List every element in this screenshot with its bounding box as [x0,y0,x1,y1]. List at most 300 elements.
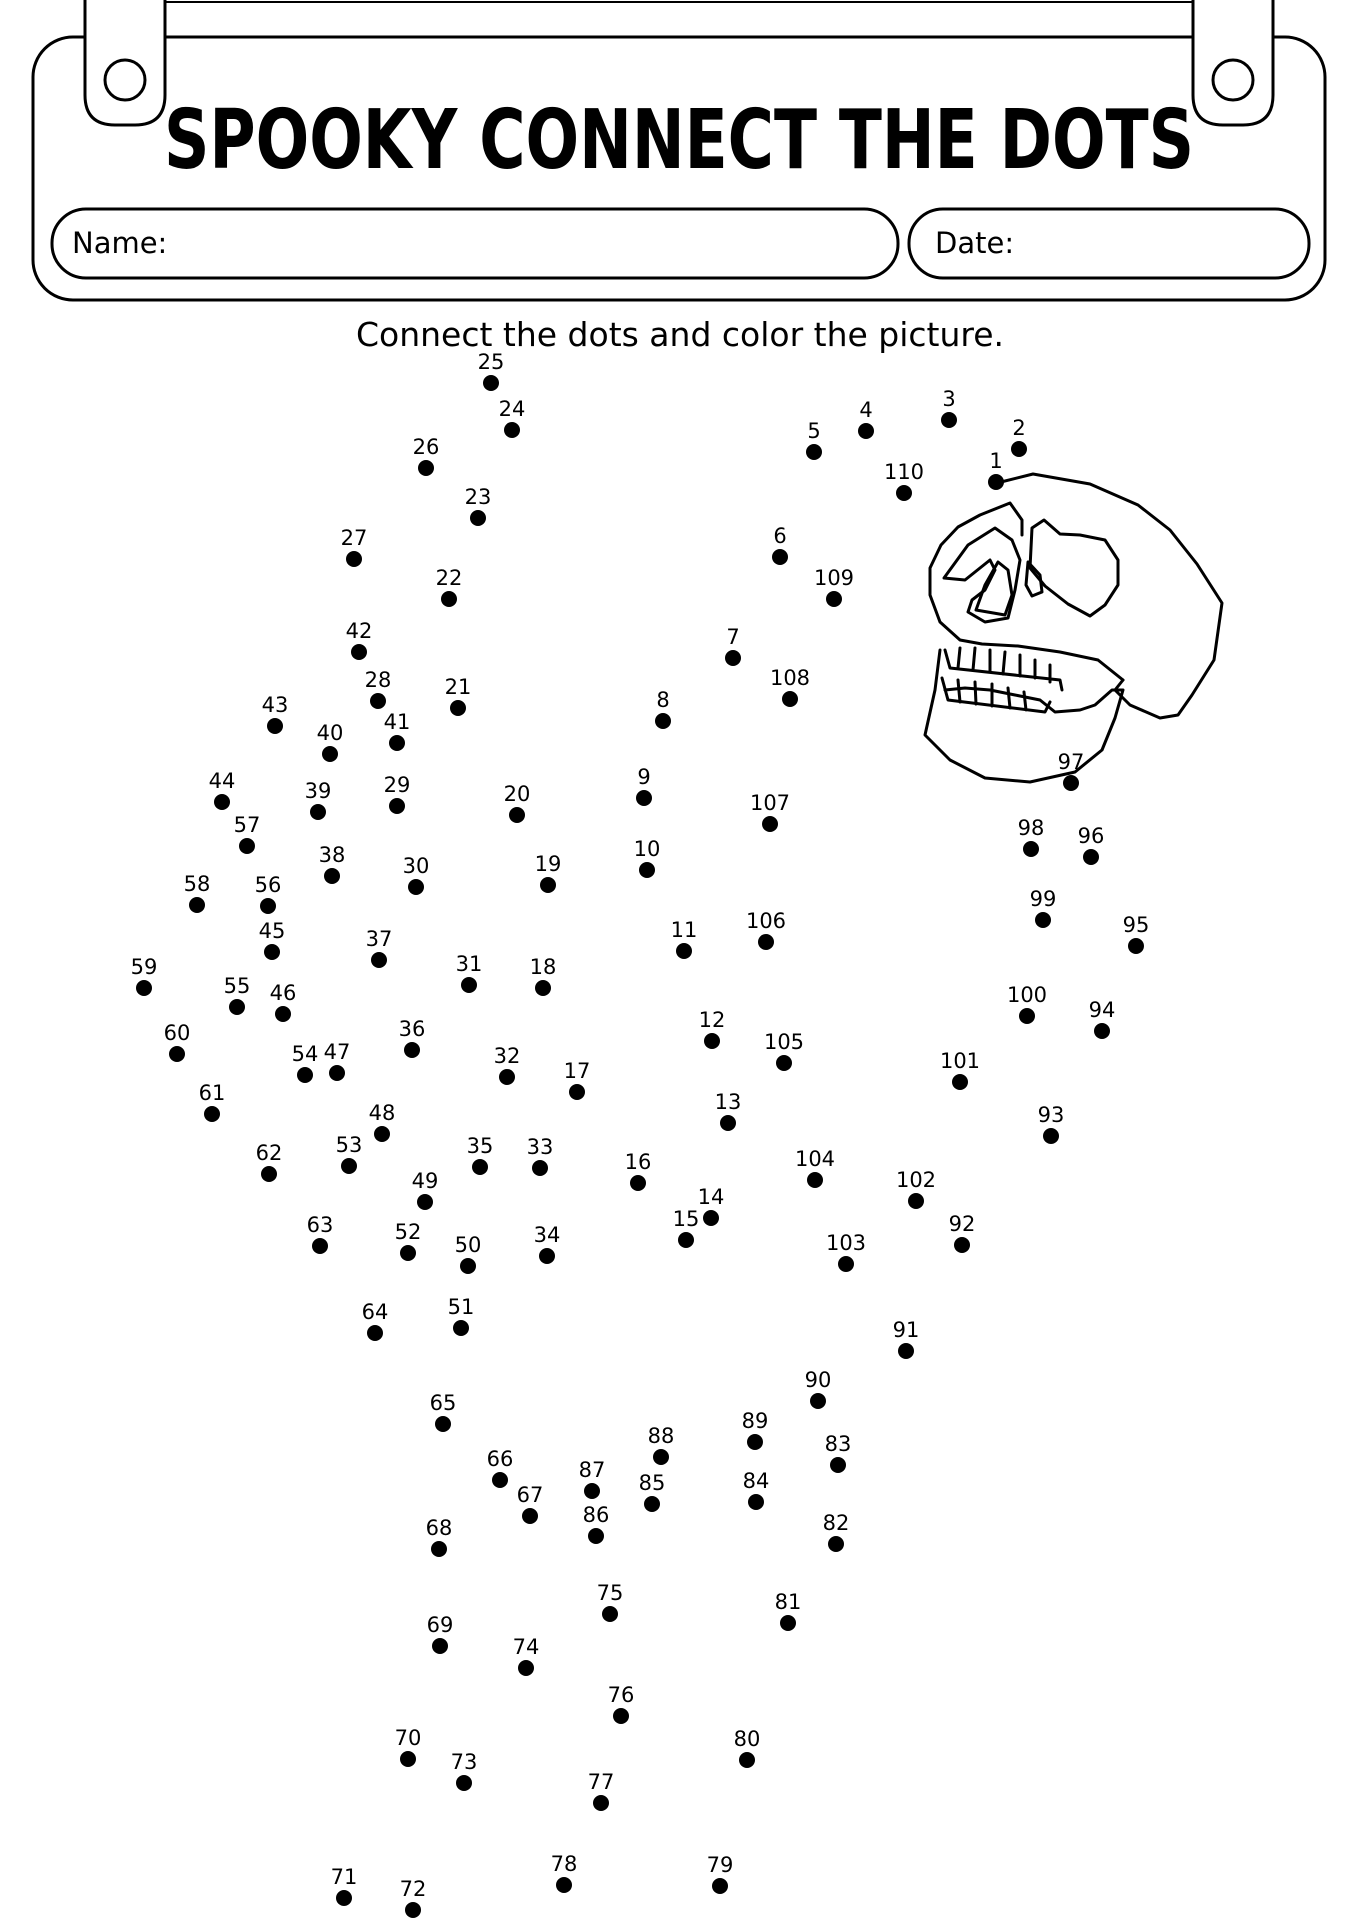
dot-104 [795,1147,835,1188]
dot-number: 17 [563,1059,591,1083]
dot-number: 29 [383,773,411,797]
dot-marker [535,980,551,996]
dot-marker [456,1775,472,1791]
dot-number: 19 [534,852,562,876]
dot-43 [262,693,289,734]
dot-number: 54 [291,1042,319,1066]
dot-76 [608,1683,635,1724]
skull-nose [1026,562,1042,596]
dot-71 [331,1865,358,1906]
dot-number: 48 [368,1101,396,1125]
dot-number: 53 [335,1133,363,1157]
dot-marker [239,838,255,854]
dot-marker [739,1752,755,1768]
dot-marker [725,650,741,666]
dot-28 [365,668,392,709]
dot-56 [255,873,282,914]
dot-26 [413,435,440,476]
dot-marker [453,1320,469,1336]
dot-number: 75 [596,1581,624,1605]
dot-number: 67 [516,1483,544,1507]
dot-marker [470,510,486,526]
dot-35 [467,1134,494,1175]
dot-number: 34 [533,1223,561,1247]
dot-number: 38 [318,843,346,867]
dot-marker [136,980,152,996]
dot-marker [1128,938,1144,954]
dot-25 [478,350,505,391]
dot-number: 7 [726,625,740,649]
dot-number: 86 [582,1503,610,1527]
dot-number: 55 [223,974,251,998]
dot-marker [499,1069,515,1085]
dot-number: 106 [745,909,787,933]
dot-marker [540,877,556,893]
dot-103 [826,1231,866,1272]
dot-number: 102 [895,1168,937,1192]
dot-marker [1043,1128,1059,1144]
dot-marker [492,1472,508,1488]
dot-5 [806,419,822,460]
dot-number: 40 [316,721,344,745]
dot-number: 47 [323,1040,351,1064]
dot-number: 1 [989,449,1003,473]
dot-number: 11 [670,918,698,942]
dot-marker [636,790,652,806]
dot-80 [734,1727,761,1768]
dot-marker [518,1660,534,1676]
dot-marker [655,713,671,729]
dot-marker [678,1232,694,1248]
dot-number: 89 [741,1409,769,1433]
dot-marker [826,591,842,607]
dot-number: 46 [269,981,297,1005]
dot-number: 12 [698,1008,726,1032]
dot-number: 70 [394,1726,422,1750]
dot-marker [204,1106,220,1122]
dot-16 [625,1150,652,1191]
dot-number: 84 [742,1469,770,1493]
dot-97 [1058,750,1085,791]
dot-number: 94 [1088,998,1116,1022]
dot-marker [405,1902,421,1918]
dot-38 [319,843,346,884]
dot-10 [634,837,661,878]
dot-marker [762,816,778,832]
dot-number: 18 [529,955,557,979]
dot-number: 6 [773,524,787,548]
dot-84 [743,1469,770,1510]
dot-number: 33 [526,1135,554,1159]
dot-27 [341,526,368,567]
dot-18 [530,955,557,996]
dot-number: 14 [697,1185,725,1209]
dot-number: 39 [304,779,332,803]
dot-100 [1007,983,1047,1024]
dot-marker [602,1606,618,1622]
dot-number: 49 [411,1169,439,1193]
dot-number: 64 [361,1300,389,1324]
dot-marker [908,1193,924,1209]
dot-marker [584,1483,600,1499]
dot-number: 2 [1012,416,1026,440]
dot-50 [455,1233,482,1274]
dot-number: 83 [824,1432,852,1456]
dot-number: 73 [450,1750,478,1774]
dot-number: 107 [749,791,791,815]
name-label: Name: [72,226,168,260]
dot-53 [336,1133,363,1174]
dot-87 [579,1458,606,1499]
dot-marker [807,1172,823,1188]
dot-number: 50 [454,1233,482,1257]
dot-44 [209,769,236,810]
dot-79 [707,1853,734,1894]
dot-54 [292,1042,319,1083]
dot-96 [1078,824,1105,865]
skull-icon [925,474,1222,782]
dot-number: 79 [706,1853,734,1877]
dot-marker [435,1416,451,1432]
dot-number: 3 [942,387,956,411]
dot-marker [828,1536,844,1552]
dot-marker [310,804,326,820]
dot-49 [412,1169,439,1210]
skull-left-eye-inner [976,562,1012,615]
dot-number: 97 [1057,750,1085,774]
dot-marker [1063,775,1079,791]
dot-marker [1023,841,1039,857]
dot-marker [351,644,367,660]
dot-number: 103 [825,1231,867,1255]
dot-marker [747,1434,763,1450]
dot-99 [1030,887,1057,928]
dot-marker [261,1166,277,1182]
dot-marker [324,868,340,884]
dot-marker [776,1055,792,1071]
dot-marker [389,798,405,814]
dot-number: 25 [477,350,505,374]
dot-number: 78 [550,1852,578,1876]
dot-24 [499,397,526,438]
dot-marker [460,1258,476,1274]
dot-47 [324,1040,351,1081]
dot-number: 44 [208,769,236,793]
dot-marker [374,1126,390,1142]
dot-92 [949,1212,976,1253]
dot-88 [648,1424,675,1465]
dot-9 [636,765,652,806]
dot-22 [436,566,463,607]
dot-61 [199,1081,226,1122]
dot-13 [715,1090,742,1131]
dot-number: 35 [466,1134,494,1158]
dot-15 [673,1207,700,1248]
dot-number: 32 [493,1044,521,1068]
dot-65 [430,1391,457,1432]
dot-marker [483,375,499,391]
dot-67 [517,1483,544,1524]
dot-number: 16 [624,1150,652,1174]
dot-7 [725,625,741,666]
dot-1 [988,449,1004,490]
dot-number: 9 [637,765,651,789]
dot-marker [400,1245,416,1261]
dot-number: 77 [587,1770,615,1794]
dot-marker [988,474,1004,490]
dot-number: 10 [633,837,661,861]
dot-74 [513,1635,540,1676]
dot-number: 31 [455,952,483,976]
dot-number: 5 [807,419,821,443]
dot-marker [297,1067,313,1083]
dot-64 [362,1300,389,1341]
instructions: Connect the dots and color the picture. [355,315,1005,354]
dot-marker [838,1256,854,1272]
dot-marker [630,1175,646,1191]
dot-number: 62 [255,1141,283,1165]
dot-marker [569,1084,585,1100]
dot-number: 8 [656,688,670,712]
dot-number: 4 [859,398,873,422]
dot-40 [317,721,344,762]
dot-number: 21 [444,675,472,699]
dot-89 [742,1409,769,1450]
dot-106 [746,909,786,950]
dot-marker [461,977,477,993]
dot-32 [494,1044,521,1085]
dot-marker [189,897,205,913]
dot-marker [367,1325,383,1341]
dot-83 [825,1432,852,1473]
dot-39 [305,779,332,820]
left-hanger-hole-icon [105,60,145,100]
dot-marker [418,460,434,476]
dot-number: 85 [638,1471,666,1495]
dot-number: 13 [714,1090,742,1114]
dot-marker [810,1393,826,1409]
dot-81 [775,1590,802,1631]
dot-marker [532,1160,548,1176]
dot-marker [1011,441,1027,457]
dot-marker [404,1042,420,1058]
skull-lower-teeth [942,678,1050,712]
dot-number: 60 [163,1021,191,1045]
dot-number: 59 [130,955,158,979]
dot-marker [450,700,466,716]
dot-number: 42 [345,619,373,643]
dot-marker [312,1238,328,1254]
dot-marker [264,944,280,960]
dot-marker [772,549,788,565]
dot-marker [522,1508,538,1524]
dot-marker [556,1877,572,1893]
dot-marker [509,807,525,823]
dot-57 [234,813,261,854]
dot-marker [169,1046,185,1062]
dot-12 [699,1008,726,1049]
dot-number: 52 [394,1220,422,1244]
dot-number: 80 [733,1727,761,1751]
dot-number: 45 [258,919,286,943]
dot-number: 56 [254,873,282,897]
dot-number: 43 [261,693,289,717]
dot-number: 26 [412,435,440,459]
dot-82 [823,1511,850,1552]
dot-6 [772,524,788,565]
dot-marker [260,898,276,914]
dot-94 [1089,998,1116,1039]
dot-marker [1083,849,1099,865]
dot-number: 100 [1006,983,1048,1007]
dot-number: 95 [1122,913,1150,937]
dot-marker [329,1065,345,1081]
dot-2 [1011,416,1027,457]
dot-number: 20 [503,782,531,806]
dot-number: 37 [365,927,393,951]
dot-marker [830,1457,846,1473]
dot-110 [884,460,924,501]
dot-marker [432,1638,448,1654]
dot-98 [1018,816,1045,857]
dot-73 [451,1750,478,1791]
dot-45 [259,919,286,960]
dot-number: 71 [330,1865,358,1889]
skull-right-eye [1030,520,1118,616]
dot-4 [858,398,874,439]
dot-marker [1019,1008,1035,1024]
dot-number: 65 [429,1391,457,1415]
dot-59 [131,955,158,996]
dot-marker [341,1158,357,1174]
dot-marker [952,1074,968,1090]
dot-11 [671,918,698,959]
dot-number: 101 [939,1049,981,1073]
date-label: Date: [935,226,1015,260]
dot-number: 72 [399,1877,427,1901]
dot-78 [551,1852,578,1893]
dot-marker [676,943,692,959]
dot-number: 109 [813,566,855,590]
dot-105 [764,1030,804,1071]
dot-marker [782,691,798,707]
dot-marker [322,746,338,762]
dot-number: 68 [425,1516,453,1540]
dot-69 [427,1613,454,1654]
dot-number: 81 [774,1590,802,1614]
dot-marker [275,1006,291,1022]
dot-36 [399,1017,426,1058]
dot-marker [806,444,822,460]
dot-19 [535,852,562,893]
dot-number: 57 [233,813,261,837]
dot-marker [214,794,230,810]
dot-marker [336,1890,352,1906]
dot-37 [366,927,393,968]
dot-70 [395,1726,422,1767]
dot-marker [941,412,957,428]
dot-75 [597,1581,624,1622]
dot-55 [224,974,251,1015]
dot-21 [445,675,472,716]
dot-86 [583,1503,610,1544]
dot-marker [712,1878,728,1894]
dot-31 [456,952,483,993]
dot-marker [858,423,874,439]
dot-marker [704,1033,720,1049]
dot-number: 105 [763,1030,805,1054]
dot-marker [758,934,774,950]
name-field[interactable] [52,209,898,278]
dot-number: 23 [464,485,492,509]
dot-number: 90 [804,1368,832,1392]
dot-number: 88 [647,1424,675,1448]
dot-42 [346,619,373,660]
dot-marker [371,952,387,968]
dot-68 [426,1516,453,1557]
right-hanger-hole-icon [1213,60,1253,100]
dot-34 [534,1223,561,1264]
dot-number: 58 [183,872,211,896]
dot-101 [940,1049,980,1090]
dot-63 [307,1213,334,1254]
dot-number: 98 [1017,816,1045,840]
dot-102 [896,1168,936,1209]
dot-marker [898,1343,914,1359]
dot-14 [698,1185,725,1226]
dot-48 [369,1101,396,1142]
dot-marker [1094,1023,1110,1039]
dot-number: 66 [486,1447,514,1471]
dot-number: 82 [822,1511,850,1535]
dot-marker [539,1248,555,1264]
dot-number: 74 [512,1635,540,1659]
dot-marker [748,1494,764,1510]
dot-20 [504,782,531,823]
dot-marker [896,485,912,501]
dot-number: 27 [340,526,368,550]
dot-number: 104 [794,1147,836,1171]
dot-58 [184,872,211,913]
dot-8 [655,688,671,729]
header-banner [33,0,1325,300]
dot-marker [780,1615,796,1631]
dot-marker [389,735,405,751]
dot-marker [703,1210,719,1226]
dot-marker [229,999,245,1015]
dot-marker [417,1194,433,1210]
dot-marker [400,1751,416,1767]
dot-90 [805,1368,832,1409]
dot-46 [270,981,297,1022]
dot-52 [395,1220,422,1261]
dot-marker [1035,912,1051,928]
dot-number: 76 [607,1683,635,1707]
dot-marker [431,1541,447,1557]
dot-number: 30 [402,854,430,878]
dot-number: 99 [1029,887,1057,911]
dot-number: 87 [578,1458,606,1482]
dot-marker [504,422,520,438]
dot-62 [256,1141,283,1182]
dot-66 [487,1447,514,1488]
dot-marker [346,551,362,567]
dot-number: 92 [948,1212,976,1236]
dot-number: 96 [1077,824,1105,848]
dot-number: 24 [498,397,526,421]
dot-85 [639,1471,666,1512]
dot-number: 51 [447,1295,475,1319]
